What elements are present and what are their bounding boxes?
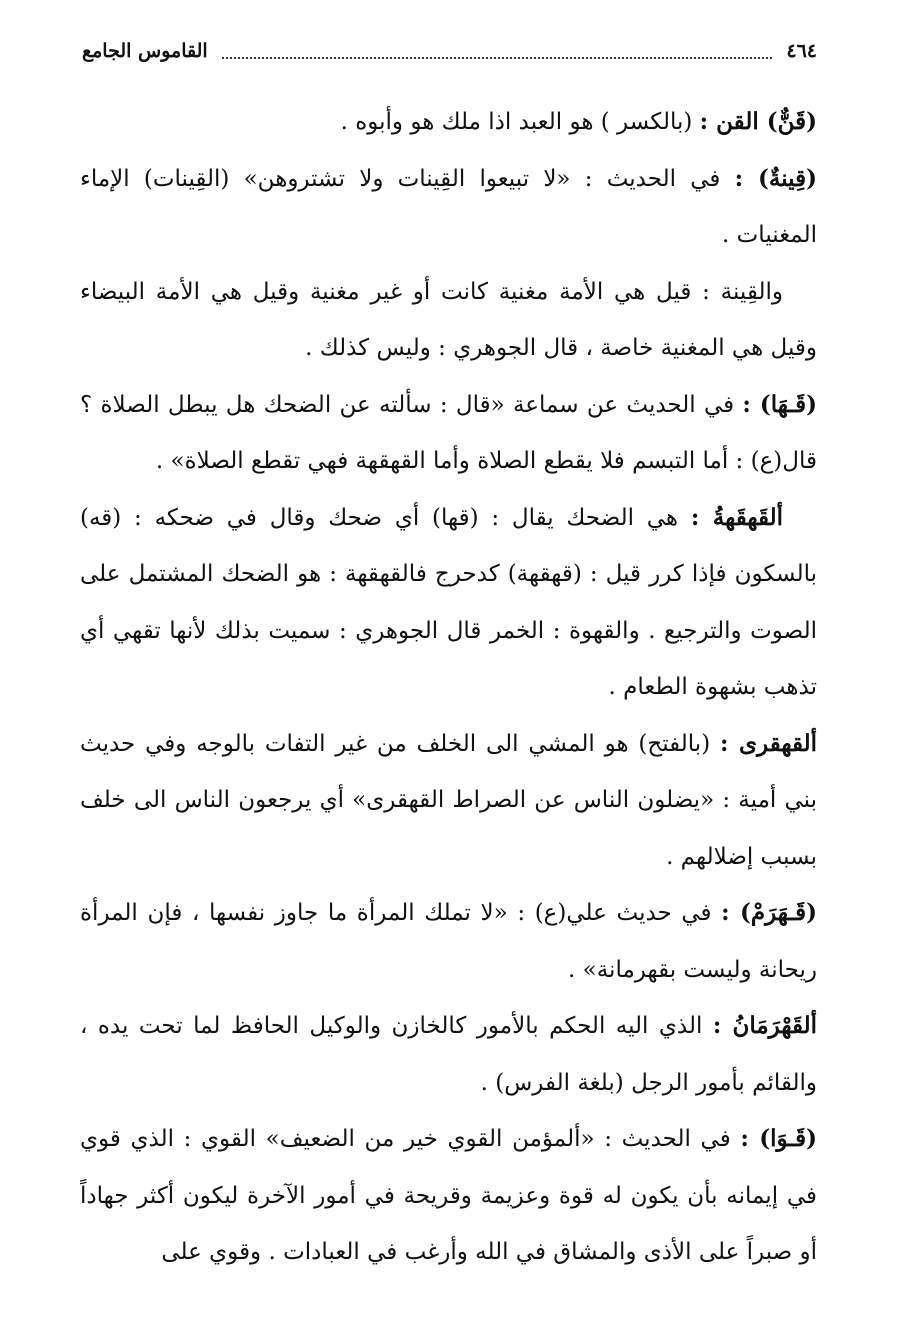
header-dot-leader bbox=[222, 43, 773, 59]
entry-qina bbox=[80, 151, 817, 264]
entry-headword: (قَـهَا) : bbox=[742, 390, 817, 418]
page-number: ٤٦٤ bbox=[786, 40, 817, 62]
entry-qahqara bbox=[80, 716, 817, 886]
entry-qann bbox=[80, 94, 817, 151]
entry-text: والقِينة : قيل هي الأمة مغنية كانت أو غير مغنية وقيل هي الأمة البيضاء وقيل هي المغنية خاصة ، قال الجوهري : وليس كذلك . bbox=[80, 278, 817, 361]
entry-headword: (قَـوَا) : bbox=[740, 1125, 817, 1152]
entry-headword: ألقَهقَهةُ : bbox=[690, 503, 783, 531]
entry-qahram bbox=[80, 885, 817, 998]
entry-text: في الحديث عن سماعة «قال : سألته عن الضحك هل يبطل الصلاة ؟ قال(ع) : أما التبسم فلا يقطع الصلاة وأما القهقهة فهي تقطع الصلاة» . bbox=[80, 391, 817, 474]
entry-qahqaha bbox=[80, 490, 817, 716]
entry-text: (بالكسر ) هو العبد اذا ملك هو وأبوه . bbox=[340, 109, 700, 135]
entry-qina-continuation bbox=[80, 264, 817, 377]
entry-qawa bbox=[80, 1111, 817, 1281]
entry-text: في حديث علي(ع) : «لا تملك المرأة ما جاوز نفسها ، فإن المرأة ريحانة وليست بقهرمانة» . bbox=[80, 900, 817, 983]
entry-text: هي الضحك يقال : (قها) أي ضحك وقال في ضحكه : (قه) بالسكون فإذا كرر قيل : (قهقهة) كدحرج فالقهقهة : هو الضحك المشتمل على الصوت والترجيع . والقهوة : الخمر قال الجوهري : سميت بذلك لأنها تقهي أي تذهب بشهوة الطعام . bbox=[80, 504, 817, 700]
entry-headword: (قِينةٌ) : bbox=[734, 164, 817, 192]
entry-qahraman bbox=[80, 998, 817, 1111]
entry-text: في الحديث : «لا تبيعوا القِينات ولا تشتروهن» (القِينات) الإماء المغنيات . bbox=[80, 165, 817, 248]
entry-headword: (قَنٌّ) القن : bbox=[699, 108, 817, 135]
running-title: القاموس الجامع bbox=[82, 40, 208, 62]
entry-headword: ألقَهْرَمَانُ : bbox=[712, 1012, 817, 1039]
entry-headword: (قَـهَرَمْ) : bbox=[721, 899, 818, 926]
entry-qaha bbox=[80, 377, 817, 490]
entry-text: (بالفتح) هو المشي الى الخلف من غير التفات بالوجه وفي حديث بني أمية : «يضلون الناس عن الصراط القهقرى» أي يرجعون الناس الى خلف بسبب إضلالهم . bbox=[80, 730, 817, 870]
page-body bbox=[80, 94, 817, 1281]
entry-text: في الحديث : «ألمؤمن القوي خير من الضعيف» القوي : الذي قوي في إيمانه بأن يكون له قوة وعزيمة وقريحة في أمور الآخرة ليكون أكثر جهاداً أو صبراً على الأذى والمشاق في الله وأرغب في العبادات . وقوي على bbox=[80, 1126, 817, 1265]
entry-text: الذي اليه الحكم بالأمور كالخازن والوكيل الحافظ لما تحت يده ، والقائم بأمور الرجل (بلغة الفرس) . bbox=[80, 1013, 817, 1096]
entry-headword: ألقهقرى : bbox=[720, 729, 817, 757]
page-header bbox=[82, 34, 817, 68]
